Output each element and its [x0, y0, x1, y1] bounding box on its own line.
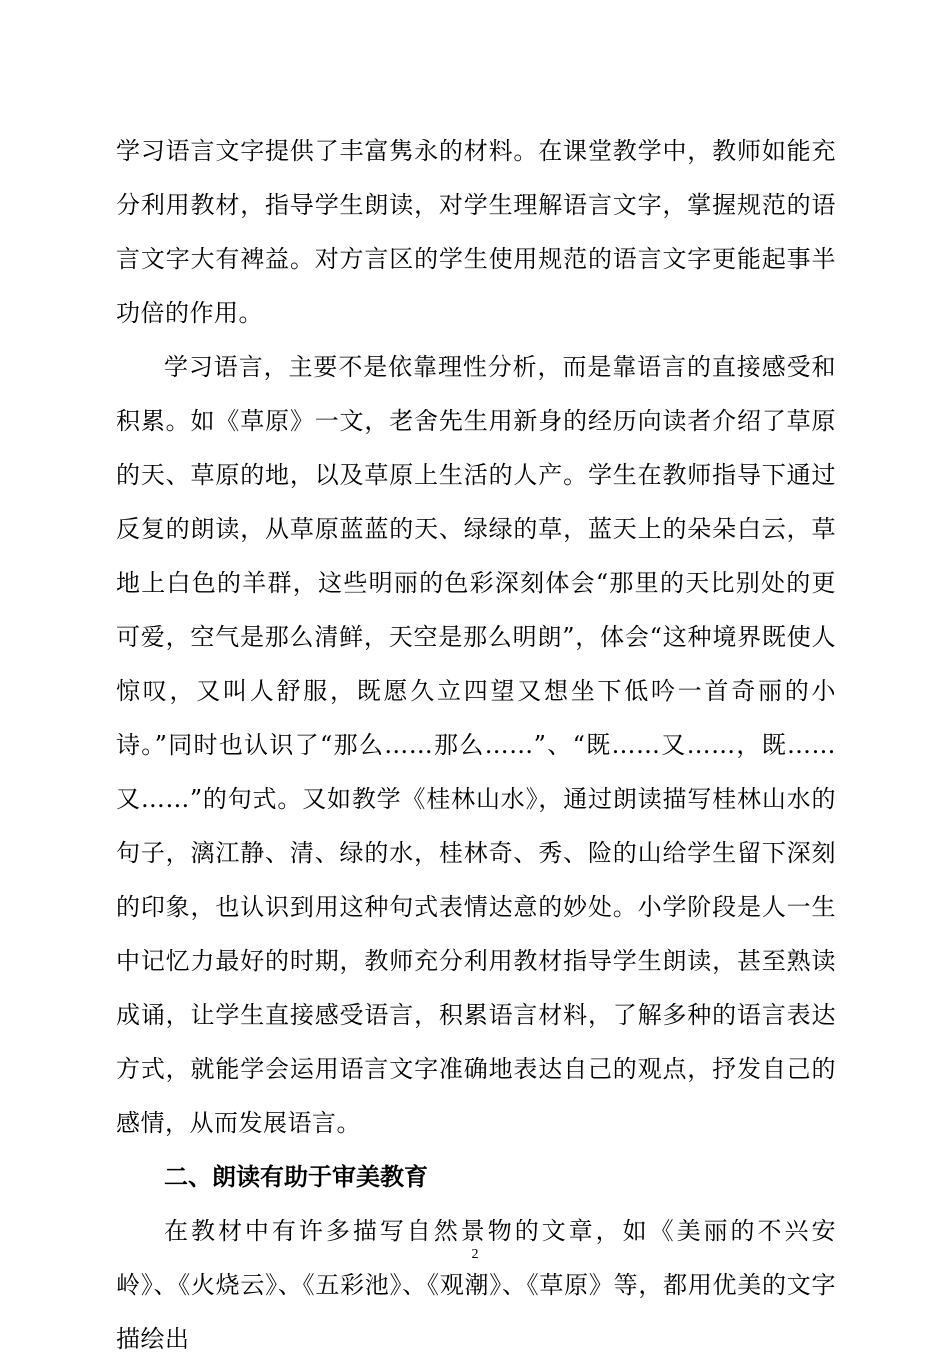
paragraph-aesthetic-education: 在教材中有许多描写自然景物的文章，如《美丽的不兴安岭》、《火烧云》、《五彩池》、《观潮》、《草原》等，都用优美的文字描绘出 [116, 1217, 836, 1353]
document-body [116, 124, 836, 1366]
page-number: 2 [471, 1247, 479, 1262]
paragraph-language-learning: 学习语言，主要不是依靠理性分析，而是靠语言的直接感受和积累。如《草原》一文，老舍先生用新身的经历向读者介绍了草原的天、草原的地，以及草原上生活的人产。学生在教师指导下通过反复的朗读，从草原蓝蓝的天、绿绿的草，蓝天上的朵朵白云，草地上白色的羊群，这些明丽的色彩深刻体会“那里的天比别处的更可爱，空气是那么清鲜，天空是那么明朗”，体会“这种境界既使人惊叹，又叫人舒服，既愿久立四望又想坐下低吟一首奇丽的小诗。”同时也认识了“那么……那么……”、“既……又……，既……又……”的句式。又如教学《桂林山水》，通过朗读描写桂林山水的句子，漓江静、清、绿的水，桂林奇、秀、险的山给学生留下深刻的印象，也认识到用这种句式表情达意的妙处。小学阶段是人一生中记忆力最好的时期，教师充分利用教材指导学生朗读，甚至熟读成诵，让学生直接感受语言，积累语言材料，了解多种的语言表达方式，就能学会运用语言文字准确地表达自己的观点，抒发自己的感情，从而发展语言。 [116, 353, 836, 1137]
section-heading: 二、朗读有助于审美教育 [164, 1163, 428, 1191]
paragraph-continuation: 学习语言文字提供了丰富隽永的材料。在课堂教学中，教师如能充分利用教材，指导学生朗读，对学生理解语言文字，掌握规范的语言文字大有裨益。对方言区的学生使用规范的语言文字更能起事半功倍的作用。 [116, 137, 836, 327]
